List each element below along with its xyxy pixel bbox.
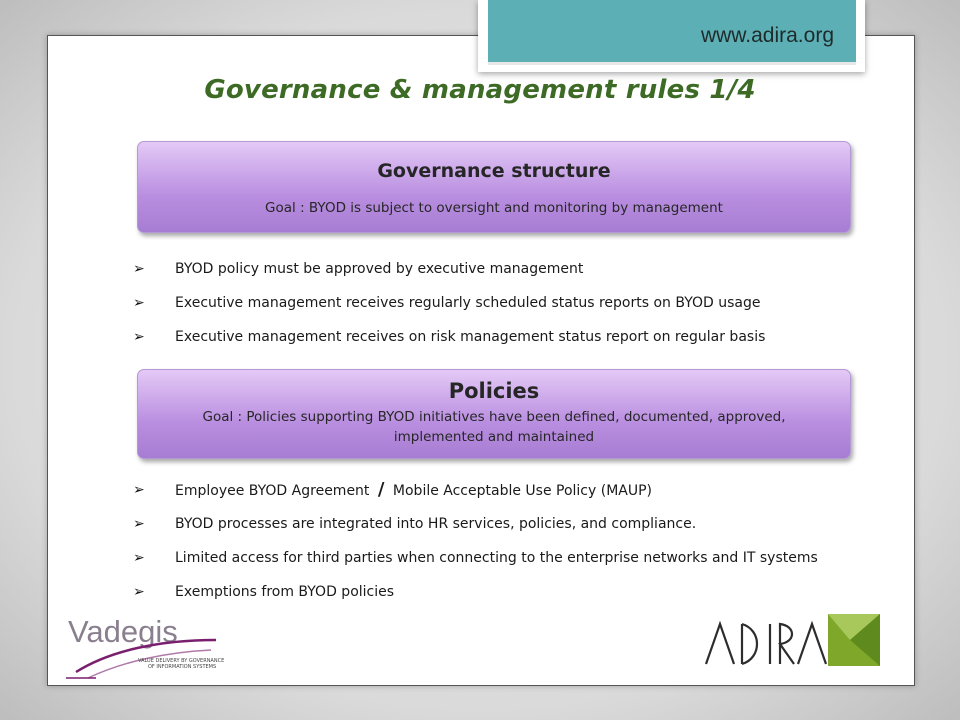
vadegis-tagline: OF INFORMATION SYSTEMS [148,664,217,670]
list-item-text: Executive management receives regularly scheduled status reports on BYOD usage [175,295,761,311]
list-item [133,513,818,535]
list-item [133,258,765,280]
list-item [133,581,818,603]
list-item-text: Exemptions from BYOD policies [175,584,395,600]
banner-goal: Goal : BYOD is subject to oversight and monitoring by management [265,200,723,216]
page-title: Governance & management rules 1/4 [204,75,756,105]
list-item-text: Executive management receives on risk management status report on regular basis [175,329,766,345]
banner-title: Governance structure [377,160,611,182]
url-header [478,0,865,72]
arrow-bullet-icon: ➢ [133,550,145,566]
arrow-bullet-icon: ➢ [133,295,145,311]
adira-logo [700,610,885,670]
list-item [133,479,818,501]
policies-bullet-list [133,479,818,615]
policies-banner [137,369,851,459]
vadegis-logo [66,610,236,685]
list-item-text: Mobile Acceptable Use Policy (MAUP) [392,483,653,499]
list-item [133,326,765,348]
list-item-text: Employee BYOD Agreement [175,483,370,499]
url-panel [488,0,856,65]
vadegis-tagline: VALUE DELIVERY BY GOVERNANCE [138,658,225,664]
banner-goal: Goal : Policies supporting BYOD initiatives have been defined, documented, approved, implemented and maintained [202,409,786,445]
arrow-bullet-icon: ➢ [133,329,145,345]
list-item [133,547,818,569]
banner-title: Policies [448,379,540,403]
list-item-text: Limited access for third parties when connecting to the enterprise networks and IT systems [175,550,818,566]
list-item-text: BYOD policy must be approved by executive management [175,261,584,277]
vadegis-logo-text: Vadegis [68,614,178,649]
arrow-bullet-icon: ➢ [133,261,145,277]
governance-structure-banner [137,141,851,233]
list-item-text: BYOD processes are integrated into HR services, policies, and compliance. [175,516,697,532]
list-item [133,292,765,314]
governance-bullet-list [133,258,765,360]
website-url[interactable]: www.adira.org [700,24,834,47]
arrow-bullet-icon: ➢ [133,482,145,498]
arrow-bullet-icon: ➢ [133,516,145,532]
separator: / [377,479,385,500]
adira-wordmark [706,624,826,664]
arrow-bullet-icon: ➢ [133,584,145,600]
